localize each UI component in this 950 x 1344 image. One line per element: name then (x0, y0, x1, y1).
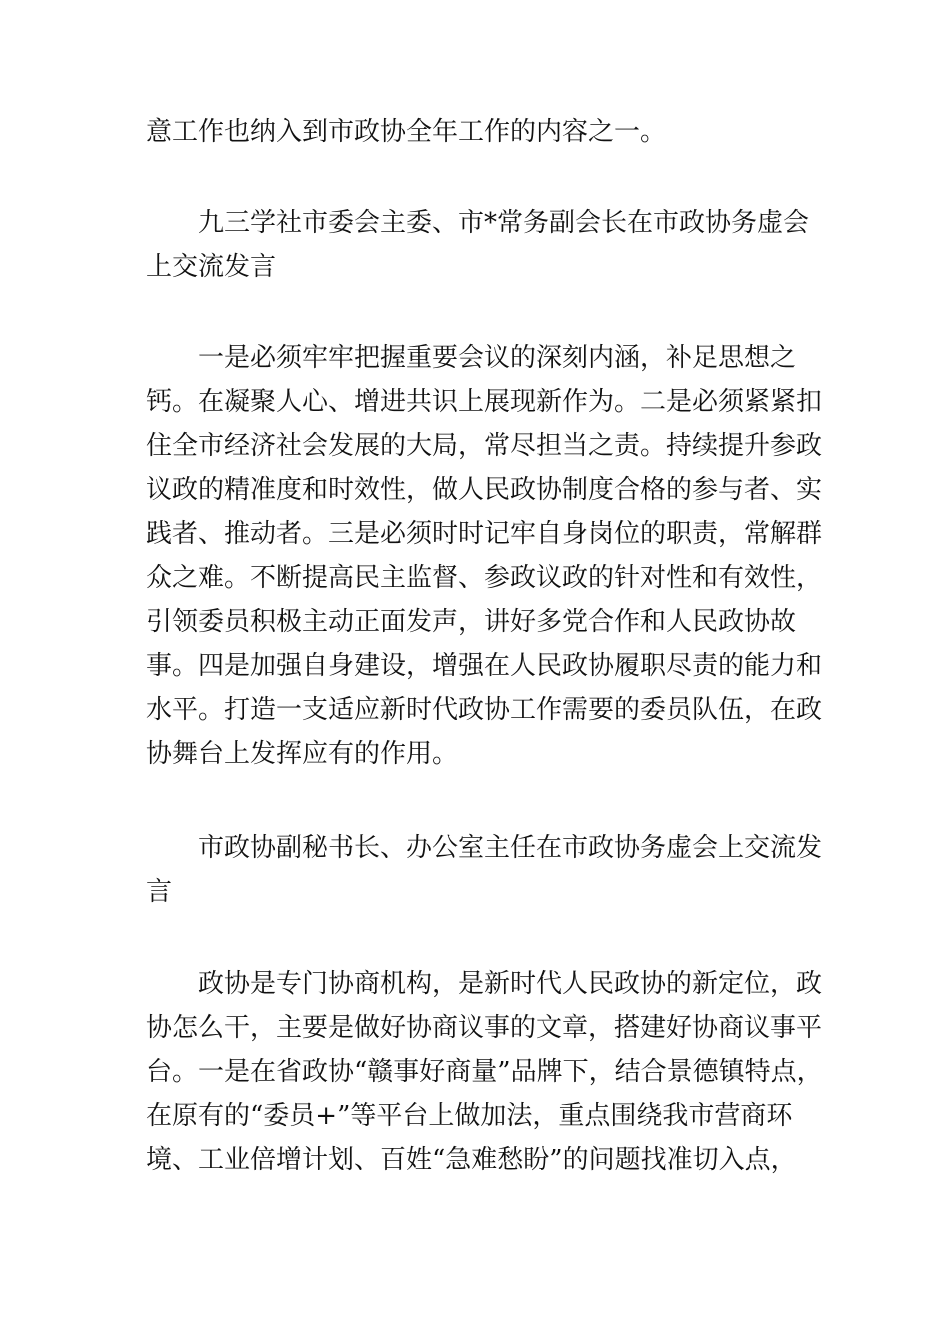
text-line: 水平。打造一支适应新时代政协工作需要的委员队伍，在政 (146, 695, 823, 725)
heading-line: 市政协副秘书长、办公室主任在市政协务虚会上交流发 (198, 833, 823, 863)
text-line: 政协是专门协商机构，是新时代人民政协的新定位，政 (198, 969, 823, 999)
text-line: 引领委员积极主动正面发声，讲好多党合作和人民政协故 (146, 607, 797, 637)
text-line: 住全市经济社会发展的大局，常尽担当之责。持续提升参政 (146, 431, 823, 461)
heading-line: 言 (146, 877, 173, 907)
heading-line: 上交流发言 (146, 252, 277, 282)
text-line: 钙。在凝聚人心、增进共识上展现新作为。二是必须紧紧扣 (146, 387, 823, 417)
text-line: 一是必须牢牢把握重要会议的深刻内涵，补足思想之 (198, 343, 797, 373)
text-line: 众之难。不断提高民主监督、参政议政的针对性和有效性， (146, 563, 823, 593)
text-line: 践者、推动者。三是必须时时记牢自身岗位的职责，常解群 (146, 519, 823, 549)
text-line: 协舞台上发挥应有的作用。 (146, 739, 459, 769)
heading-line: 九三学社市委会主委、市*常务副会长在市政协务虚会 (198, 208, 810, 238)
text-line: 议政的精准度和时效性，做人民政协制度合格的参与者、实 (146, 475, 823, 505)
text-line: 台。一是在省政协“赣事好商量”品牌下，结合景德镇特点， (146, 1057, 823, 1087)
text-line: 境、工业倍增计划、百姓“急难愁盼”的问题找准切入点， (146, 1145, 797, 1175)
text-line: 事。四是加强自身建设，增强在人民政协履职尽责的能力和 (146, 651, 823, 681)
text-line: 意工作也纳入到市政协全年工作的内容之一。 (146, 117, 667, 147)
text-line: 在原有的“委员+”等平台上做加法，重点围绕我市营商环 (146, 1101, 793, 1131)
text-line: 协怎么干，主要是做好协商议事的文章，搭建好协商议事平 (146, 1013, 823, 1043)
